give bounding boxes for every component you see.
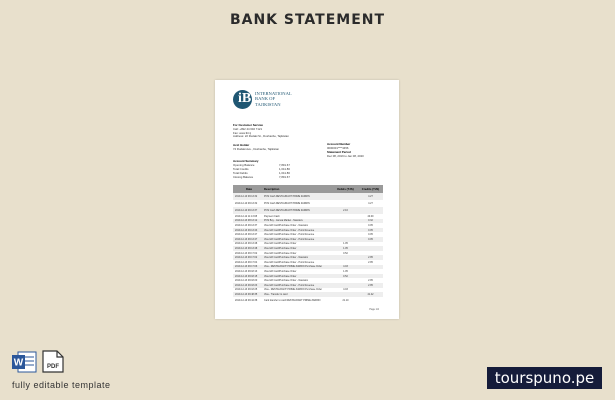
cell-description: Visa - Transfer to card	[264, 292, 288, 296]
cell-date: 2019-12-13 09:18:13	[235, 269, 258, 273]
customer-line: Address: 22 Rudaki St., Dushanbe, Tajikistan	[233, 134, 289, 138]
summary-label: Total Debits	[233, 171, 248, 175]
cell-credit: 0.05	[368, 233, 373, 237]
cell-debit: 2.16	[343, 209, 348, 212]
cell-date: 2019-12-10 09:13:32	[235, 195, 258, 198]
table-row	[233, 207, 383, 214]
account-number-heading: Account Number	[327, 142, 351, 146]
bank-name	[255, 91, 292, 107]
summary-value: 7,891.67	[279, 163, 290, 167]
cell-date: 2019-12-13 09:18:23	[235, 283, 258, 287]
cell-date: 2019-12-13 09:18:15	[235, 274, 258, 278]
summary-value: 1,041.86	[279, 167, 290, 171]
table-header	[233, 185, 383, 193]
cell-description: Visa Gift Card/Purchase Order - Nasratov	[264, 256, 309, 260]
cell-credit: 2.95	[368, 279, 373, 283]
cell-debit: 1.05	[343, 242, 348, 246]
cell-date: 2019-12-12 11:13:08	[235, 214, 258, 218]
cell-credit: 0.32	[368, 219, 373, 223]
cell-debit: 21.10	[342, 298, 349, 302]
cell-credit	[358, 207, 383, 214]
cell-date: 2019-12-13 09:17:02	[235, 256, 258, 260]
cell-debit: 1.05	[343, 269, 348, 273]
cell-description: Visa Gift Card/Purchase Order	[264, 251, 297, 255]
header-date: Date	[245, 187, 253, 191]
cell-credit: 0.05	[368, 237, 373, 241]
cell-date: 2019-12-13 09:17:06	[235, 265, 258, 269]
pdf-icon-label: PDF	[47, 364, 59, 370]
page-title: BANK STATEMENT	[229, 12, 386, 28]
cell-date: 2019-12-10 09:13:37	[235, 209, 258, 212]
cell-date: 2019-12-13 08:13:12	[235, 219, 258, 223]
word-file-icon	[12, 351, 37, 373]
cell-credit: 0.05	[368, 228, 373, 232]
header-description: Description	[264, 187, 280, 191]
cell-debit: 4.03	[343, 288, 348, 292]
cell-debit	[333, 200, 358, 207]
cell-description: Visa Gift Card/Purchase Order	[264, 242, 297, 246]
transactions-table	[233, 185, 383, 304]
statement-period-heading: Statement Period	[327, 150, 351, 154]
cell-description: Visa Gift Card/Purchase Order - Nasratov	[264, 223, 309, 227]
cell-description: Visa - RESTAURANT PRIME ZARRIN Purchase Order	[264, 265, 323, 269]
holder-address: 74 Rudaki Ave., Dushanbe, Tajikistan	[233, 147, 280, 151]
account-summary-heading: Account Summary	[233, 159, 259, 163]
cell-credit: 40.00	[367, 214, 374, 218]
bank-name-line: BANK OF	[255, 96, 276, 102]
cell-credit: 4.27	[368, 202, 373, 205]
bank-name-line: INTERNATIONAL	[255, 91, 292, 96]
cell-credit: 0.05	[368, 223, 373, 227]
cell-description: Payment Cash	[264, 214, 280, 218]
cell-description: Visa Gift Card/Purchase Order	[264, 269, 297, 273]
cell-description: Visa Gift Card/Purchase Order	[264, 246, 297, 250]
cell-description: POS Cash RESTAURANT PRIME ZARRIN	[264, 202, 310, 205]
customer-service-heading: For Customer Service	[233, 123, 264, 127]
cell-credit: 4.27	[368, 195, 373, 198]
cell-debit: 4.03	[343, 265, 348, 269]
word-icon-letter: W	[13, 357, 24, 369]
cell-credit	[358, 297, 383, 304]
cell-description: Visa Gift Card/Purchase Order - Nasratov	[264, 279, 309, 283]
customer-line: Call: +992 44 640 7121	[233, 127, 263, 131]
brand-badge: tourspuno.pe	[487, 367, 602, 389]
cell-date: 2019-12-13 09:48:35	[235, 292, 258, 296]
cell-description: Visa Gift Card/Purchase Order - Point Revenue	[264, 233, 315, 237]
summary-label: Closing Balance	[233, 175, 254, 179]
cell-date: 2019-12-13 09:17:04	[235, 260, 258, 264]
cell-description: Visa Gift Card/Purchase Order	[264, 274, 297, 278]
summary-label: Opening Balance	[233, 163, 255, 167]
table-row	[233, 193, 383, 200]
cell-date: 2019-12-13 09:13:47	[235, 237, 258, 241]
page-number: Page 1/2	[369, 308, 379, 311]
statement-document	[215, 80, 399, 319]
cell-date: 2019-12-13 09:13:48	[235, 246, 258, 250]
bank-logo	[233, 90, 252, 109]
cell-debit	[333, 193, 358, 200]
header-credits: Credits (TJS)	[361, 187, 380, 191]
header-debits: Debits (TJS)	[337, 187, 354, 191]
cell-date: 2019-12-19 09:44:38	[235, 298, 258, 302]
cell-debit: 0.52	[343, 251, 348, 255]
cell-date: 2019-12-13 09:13:43	[235, 228, 258, 232]
cell-date: 2019-12-13 09:18:25	[235, 288, 258, 292]
table-row	[233, 200, 383, 207]
pdf-file-icon	[42, 350, 64, 373]
cell-description: Visa Gift Card/Purchase Order - Point Revenue	[264, 260, 315, 264]
cell-date: 2019-12-13 09:18:20	[235, 279, 258, 283]
table-body	[233, 193, 383, 304]
cell-description: POS Buy - Jamoa Market - Nasratov	[264, 219, 303, 223]
cell-description: Visa Gift Card/Purchase Order - Point Revenue	[264, 228, 315, 232]
cell-description: Visa Gift Card/Purchase Order - Point Revenue	[264, 237, 315, 241]
cell-credit: 2.95	[368, 283, 373, 287]
table-row	[233, 297, 383, 304]
cell-debit: 0.52	[343, 274, 348, 278]
cell-date: 2019-12-13 09:17:02	[235, 251, 258, 255]
cell-credit: 41.42	[367, 292, 374, 296]
cell-date: 2019-12-13 09:13:48	[235, 242, 258, 246]
summary-label: Total Credits	[233, 167, 249, 171]
statement-period-value: Dec 08, 2019 to Jan 08, 2020	[327, 153, 364, 158]
customer-line: Fax: www.ibt.tj	[233, 130, 252, 135]
cell-date: 2019-12-13 09:13:37	[235, 223, 258, 227]
logo-letter: iB	[238, 91, 252, 106]
cell-credit: 2.95	[368, 256, 373, 260]
cell-description: Visa - RESTAURANT PRIME ZARRIN Purchase Order	[264, 288, 323, 292]
holder-heading: Acct Holder	[233, 143, 250, 147]
cell-date: 2019-12-13 09:13:47	[235, 233, 258, 237]
account-number-value: 0000001****3456	[327, 145, 349, 150]
editable-template-caption: fully editable template	[12, 380, 111, 390]
cell-description: POS Cash RESTAURANT PRIME ZARRIN	[264, 209, 310, 212]
cell-debit: 1.05	[343, 246, 348, 250]
cell-description: Visa Gift Card/Purchase Order - Point Revenue	[264, 283, 315, 287]
bank-name-line: TAJIKISTAN	[255, 101, 281, 107]
summary-value: 1,041.86	[279, 171, 290, 175]
cell-date: 2019-12-10 09:13:32	[235, 202, 258, 205]
summary-value: 7,891.67	[279, 175, 290, 179]
cell-description: Card transfer to card RESTAURANT PRIME ZARRIN	[264, 298, 321, 302]
cell-description: POS Cash RESTAURANT PRIME ZARRIN	[264, 195, 310, 198]
cell-credit: 2.95	[368, 260, 373, 264]
